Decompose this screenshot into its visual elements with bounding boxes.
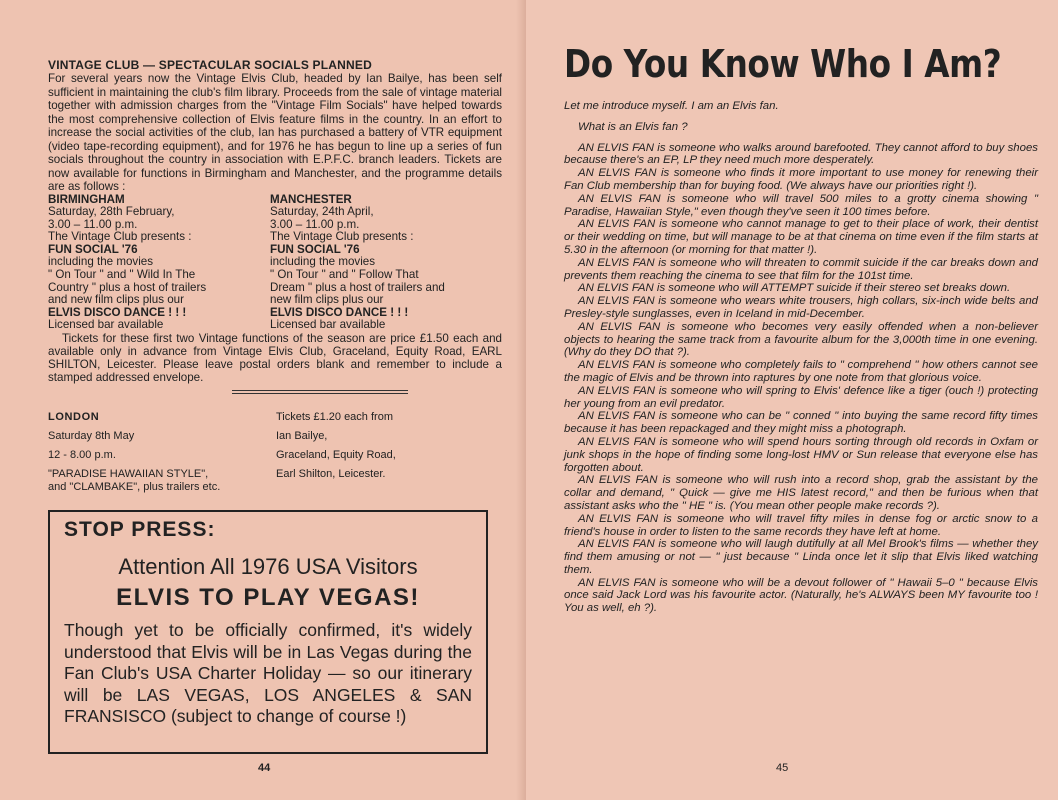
birmingham-movies-line: " On Tour " and " Wild In The — [48, 268, 196, 282]
stop-press-body: Though yet to be officially confirmed, it's widely understood that Elvis will be in Las Vegas during the Fan Club's USA Charter Holiday — so our itinerary will be LAS VEGAS, LOS ANGELES & SAN FRANSISCO (subject to change of course !) — [64, 620, 472, 726]
article-question: What is an Elvis fan ? — [578, 120, 688, 133]
event-columns — [48, 194, 502, 333]
fan-paragraph: AN ELVIS FAN is someone who will be a devout follower of " Hawaii 5–0 " because Elvis once said Jack Lord was his favourite actor. (Naturally, he's ALWAYS been MY favourite too ! You as well, eh ?). — [564, 576, 1038, 615]
manchester-movies-line: " On Tour " and " Follow That — [270, 268, 419, 282]
fan-paragraph: AN ELVIS FAN is someone who will threaten to commit suicide if the car breaks down and prevents them reaching the cinema to see that film for the 101st time. — [564, 256, 1038, 282]
london-event — [48, 408, 502, 494]
london-films: "PARADISE HAWAIIAN STYLE", — [48, 468, 209, 481]
london-tickets-line: Tickets £1.20 each from — [276, 411, 393, 424]
right-page — [526, 0, 1058, 800]
vintage-club-intro: For several years now the Vintage Elvis Club, headed by Ian Bailye, has been self sufficient in maintaining the club's film library. Proceeds from the sale of vintage material together with admission charges from the "Vintage Film Socials" have helped towards the most comprehensive collection of Elvis feature films in the country. In an effort to increase the social activities of the club, Ian has purchased a battery of VTR equipment (video tape-recording equipment), and for 1976 he has begun to line up a series of fun socials throughout the country in association with E.P.F.C. branch leaders. Tickets are now available for functions in Birmingham and Manchester, and the programme details are as follows : — [48, 72, 502, 193]
birmingham-presents: The Vintage Club presents : — [48, 230, 192, 244]
birmingham-movies-intro: including the movies — [48, 255, 154, 269]
manchester-event — [270, 194, 500, 333]
vintage-club-headline: VINTAGE CLUB — SPECTACULAR SOCIALS PLANNED — [48, 58, 372, 72]
page-number-left: 44 — [258, 762, 271, 774]
birmingham-event-title: FUN SOCIAL '76 — [48, 242, 138, 256]
london-tickets-line: Earl Shilton, Leicester. — [276, 468, 386, 481]
birmingham-movies-line: and new film clips plus our — [48, 293, 184, 307]
fan-paragraph: AN ELVIS FAN is someone who can be " conned " into buying the same record fifty times because it has been repackaged and they might miss a photograph. — [564, 410, 1038, 436]
fan-paragraph: AN ELVIS FAN is someone who cannot manage to get to their place of work, their dentist or their wedding on time, but will manage to be at that cinema on time even if the film starts at 5.30 in the afternoon (or morning for that matter !). — [564, 218, 1038, 256]
article-intro: Let me introduce myself. I am an Elvis fan. — [564, 100, 779, 112]
london-details — [48, 408, 276, 494]
birmingham-event — [48, 194, 270, 333]
left-page — [0, 0, 526, 800]
fan-paragraph: AN ELVIS FAN is someone who will spend hours sorting through old records in Oxfam or junk shops in the hope of finding some long-lost HMV or Sun release that everyone else has forgotten about. — [564, 435, 1038, 474]
birmingham-bar: Licensed bar available — [48, 318, 164, 332]
double-rule-divider — [232, 390, 408, 394]
manchester-movies-line: Dream " plus a host of trailers and — [270, 280, 445, 294]
fan-paragraph: AN ELVIS FAN is someone who wears white trousers, high collars, six-inch wide belts and Presley-style sunglasses, even in Iceland in mid-December. — [564, 295, 1038, 320]
birmingham-movies-line: Country " plus a host of trailers — [48, 280, 207, 294]
fan-paragraph: AN ELVIS FAN is someone who completely fails to " comprehend " how others cannot see the magic of Elvis and be thrown into raptures by one note from that glorious voice. — [564, 359, 1038, 384]
manchester-event-title: FUN SOCIAL '76 — [270, 242, 360, 256]
fan-paragraph: AN ELVIS FAN is someone who becomes very easily offended when a non-believer objects to hearing the same track from a favourite album for the 3,000th time in one evening. (Why do they DO that ?). — [564, 320, 1038, 359]
birmingham-date: Saturday, 28th February, — [48, 205, 175, 219]
manchester-disco: ELVIS DISCO DANCE ! ! ! — [270, 305, 409, 319]
fan-paragraph: AN ELVIS FAN is someone who finds it more important to use money for renewing their Fan Club membership than for buying food. (We always have our priorities right !). — [564, 167, 1038, 192]
fan-paragraph: AN ELVIS FAN is someone who will travel 500 miles to a grotty cinema showing " Paradise, Hawaiian Style," even though they've seen it 100 times before. — [564, 192, 1038, 218]
page-number-right: 45 — [776, 762, 789, 774]
london-date: Saturday 8th May — [48, 430, 135, 443]
london-films: and "CLAMBAKE", plus trailers etc. — [48, 481, 221, 494]
stop-press-title: STOP PRESS: — [64, 518, 216, 541]
manchester-bar: Licensed bar available — [270, 318, 386, 332]
london-tickets-line: Graceland, Equity Road, — [276, 449, 396, 462]
fan-paragraph: AN ELVIS FAN is someone who will laugh dutifully at all Mel Brook's films — whether they find them amusing or not — " just because " Linda once let it slip that Elvis liked watching them. — [564, 538, 1038, 576]
stop-press-headline: ELVIS TO PLAY VEGAS! — [116, 584, 420, 611]
fan-paragraph: AN ELVIS FAN is someone who walks around barefooted. They cannot afford to buy shoes because there's an EP, LP they need much more desperately. — [564, 141, 1038, 167]
fan-paragraph: AN ELVIS FAN is someone who will rush into a record shop, grab the assistant by the collar and demand, " Quick — give me HIS latest record," and then be furious when that assistant asks who the " HE " is. (You mean other people make records ?). — [564, 474, 1038, 512]
manchester-movies-intro: including the movies — [270, 255, 376, 269]
fan-paragraphs — [564, 142, 1038, 615]
birmingham-disco: ELVIS DISCO DANCE ! ! ! — [48, 305, 187, 319]
manchester-date: Saturday, 24th April, — [270, 205, 374, 219]
article-title: Do You Know Who I Am? — [564, 42, 1002, 86]
london-tickets — [276, 408, 476, 494]
london-tickets-line: Ian Bailye, — [276, 430, 328, 443]
manchester-presents: The Vintage Club presents : — [270, 230, 414, 244]
stop-press-box — [48, 510, 488, 754]
fan-paragraph: AN ELVIS FAN is someone who will travel fifty miles in dense fog or arctic snow to a friend's house in order to listen to the same records they have left at home. — [564, 512, 1038, 538]
fan-paragraph: AN ELVIS FAN is someone who will ATTEMPT suicide if their stereo set breaks down. — [578, 282, 1011, 295]
fan-paragraph: AN ELVIS FAN is someone who will spring to Elvis' defence like a tiger (ouch !) protecting her young from an evil predator. — [564, 384, 1038, 410]
stop-press-attention: Attention All 1976 USA Visitors — [118, 554, 418, 579]
manchester-time: 3.00 – 11.00 p.m. — [270, 217, 360, 231]
london-time: 12 - 8.00 p.m. — [48, 449, 116, 462]
london-city: LONDON — [48, 411, 100, 424]
birmingham-city: BIRMINGHAM — [48, 192, 125, 206]
tickets-paragraph: Tickets for these first two Vintage functions of the season are price £1.50 each and available only in advance from Vintage Elvis Club, Graceland, Equity Road, EARL SHILTON, Leicester. Please leave postal orders blank and remember to include a stamped addressed envelope. — [48, 332, 502, 385]
manchester-movies-line: new film clips plus our — [270, 293, 384, 307]
manchester-city: MANCHESTER — [270, 192, 352, 206]
birmingham-time: 3.00 – 11.00 p.m. — [48, 217, 138, 231]
